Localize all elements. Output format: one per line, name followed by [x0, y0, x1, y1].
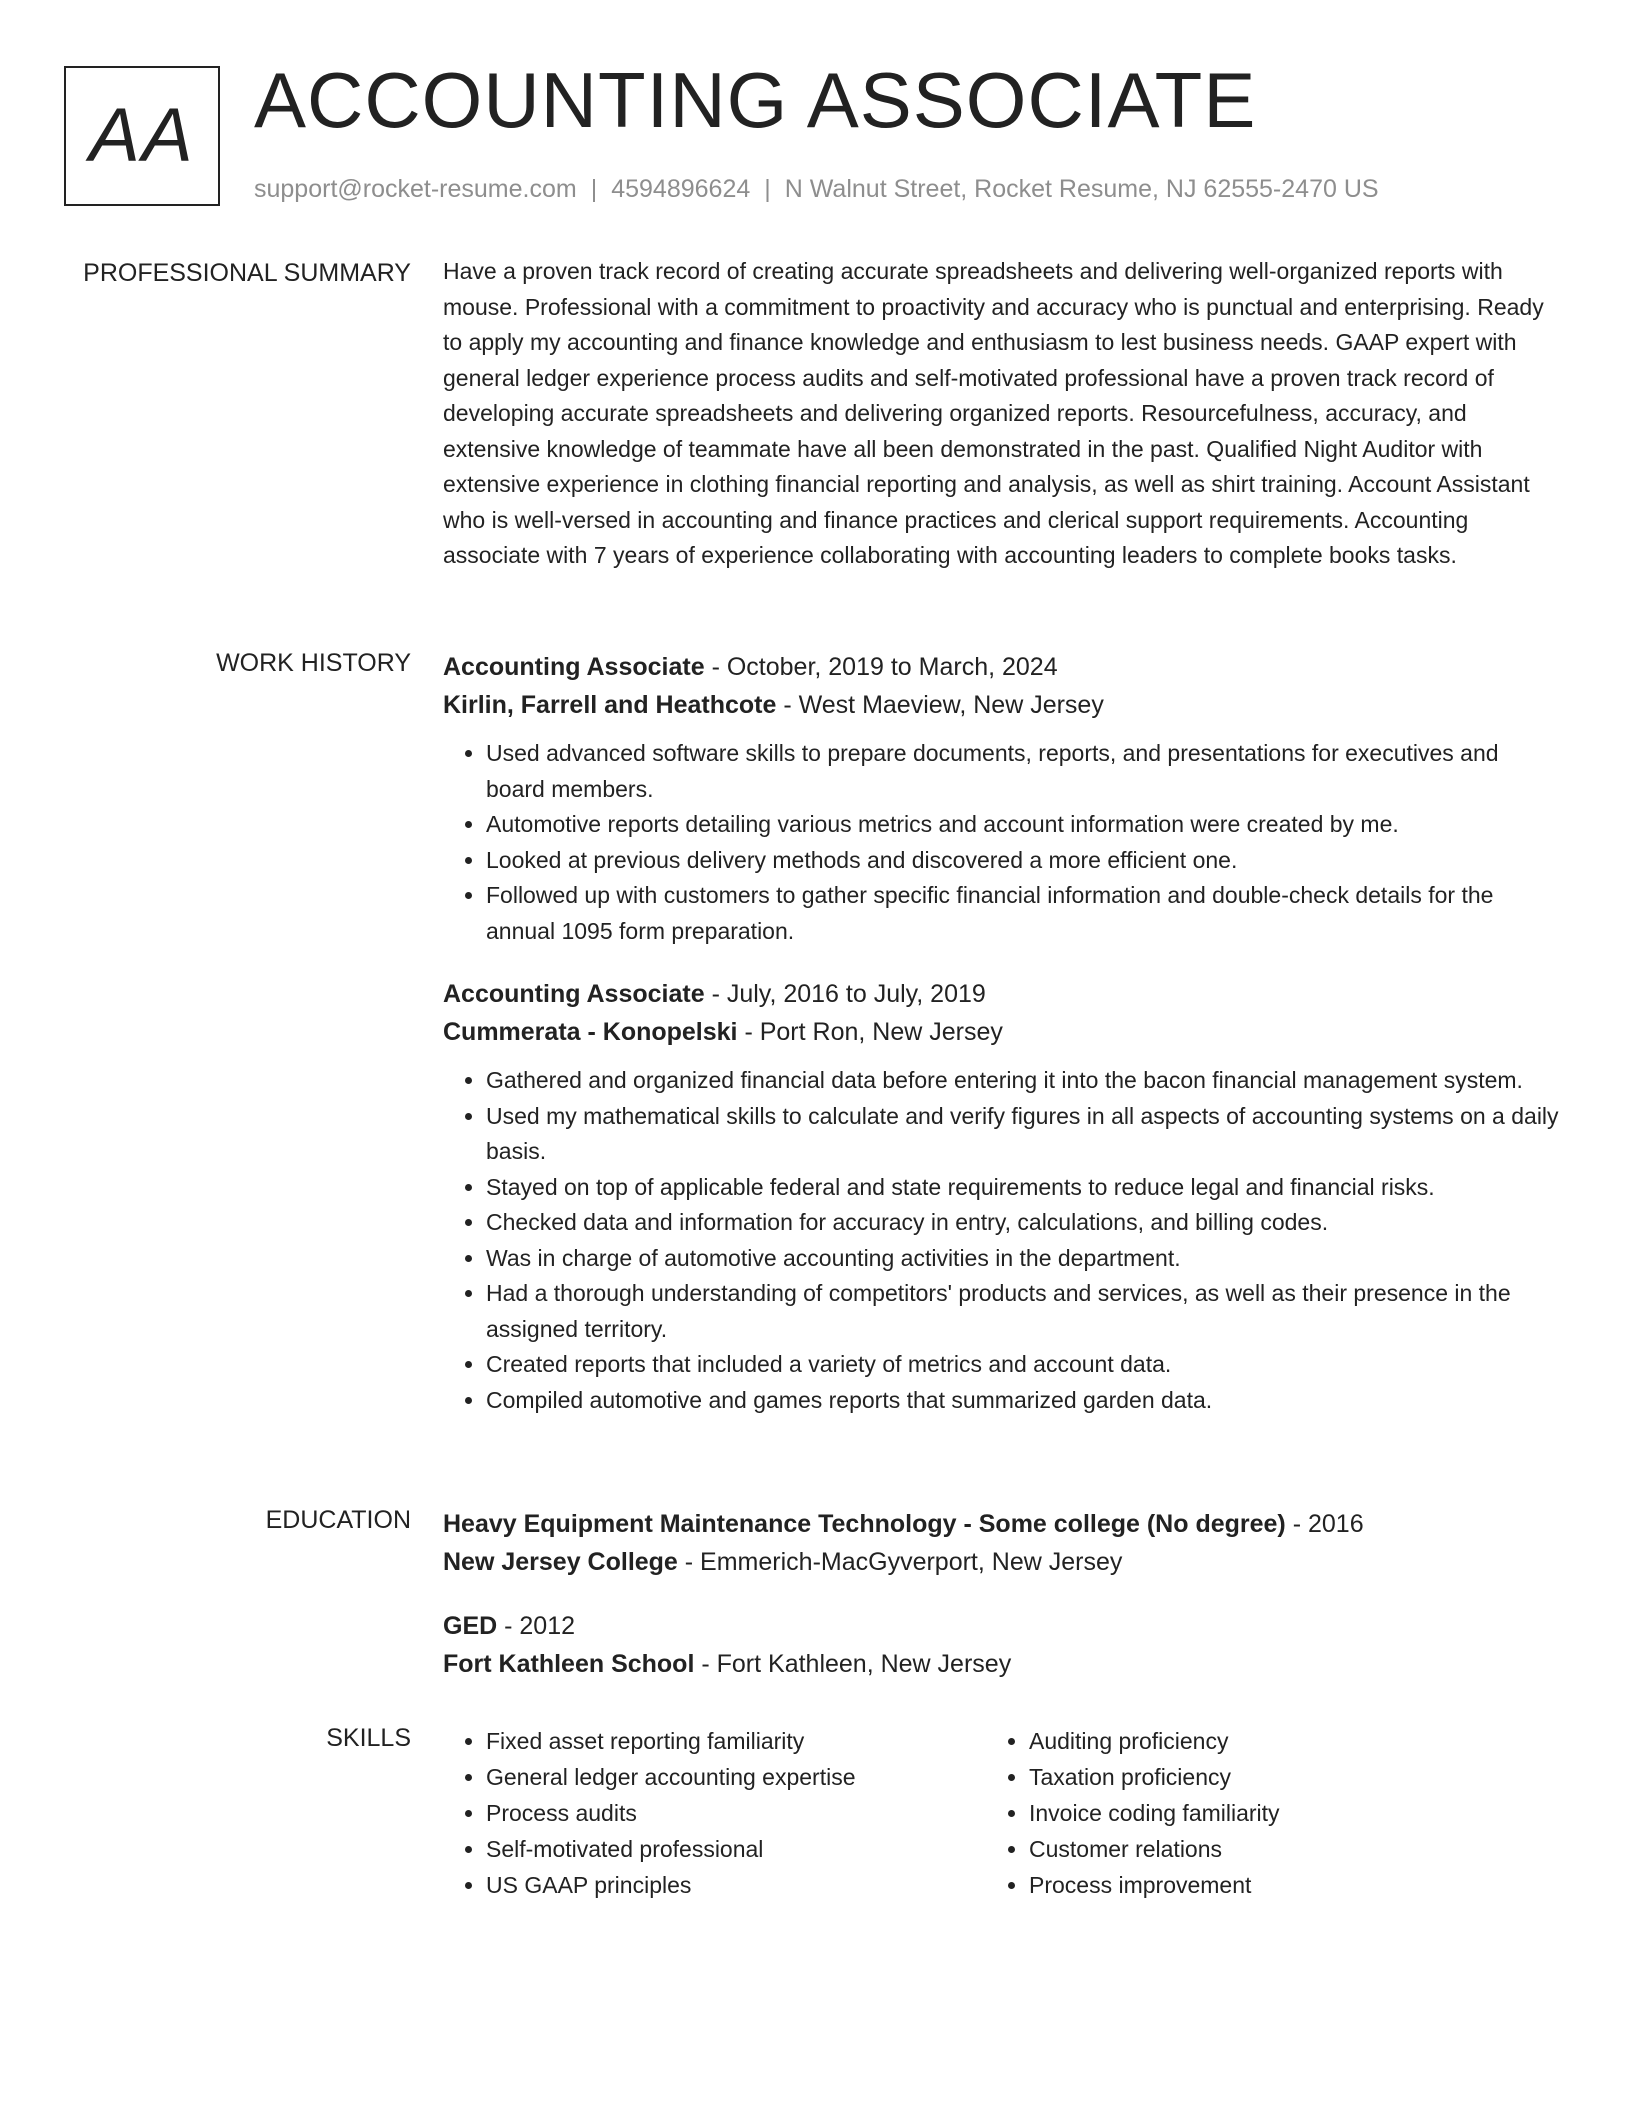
job-bullets [443, 736, 1563, 949]
education-institution [443, 1645, 1563, 1683]
section-title-skills: SKILLS [326, 1724, 411, 1752]
job-employer [443, 1013, 1563, 1051]
contact-line [254, 174, 1379, 204]
skill-item: • Process audits [486, 1795, 986, 1831]
job-dates: - October, 2019 to March, 2024 [704, 653, 1058, 681]
contact-email: support@rocket-resume.com [254, 175, 577, 203]
monogram-initials: AA [89, 93, 195, 178]
skill-item: • Auditing proficiency [1029, 1723, 1529, 1759]
job-employer [443, 686, 1563, 724]
skills-body [443, 1723, 1563, 1903]
education-institution [443, 1543, 1563, 1581]
job-entry [443, 648, 1563, 949]
job-company: Kirlin, Farrell and Heathcote [443, 691, 777, 719]
summary-text: Have a proven track record of creating accurate spreadsheets and delivering well-organized reports with mouse. Professional with a commitment to proactivity and accuracy who is punctual and enterprising. Ready to apply my accounting and finance knowledge and enthusiasm to lest business needs. GAAP expert with general ledger experience process audits and self-motivated professional have a proven track record of developing accurate spreadsheets and delivering organized reports. Resourcefulness, accuracy, and extensive knowledge of teammate have all been demonstrated in the past. Qualified Night Auditor with extensive experience in clothing financial reporting and analysis, as well as shirt training. Account Assistant who is well-versed in accounting and finance practices and clerical support requirements. Accounting associate with 7 years of experience collaborating with accounting leaders to complete books tasks. [443, 258, 1544, 568]
job-location: - Port Ron, New Jersey [737, 1018, 1003, 1046]
education-entry [443, 1607, 1563, 1683]
education-entry [443, 1505, 1563, 1581]
job-bullets [443, 1063, 1563, 1418]
skill-item: • Fixed asset reporting familiarity [486, 1723, 986, 1759]
job-company: Cummerata - Konopelski [443, 1018, 738, 1046]
skill-item: • Taxation proficiency [1029, 1759, 1529, 1795]
skill-item: • Invoice coding familiarity [1029, 1795, 1529, 1831]
skill-item: • Process improvement [1029, 1867, 1529, 1903]
section-title-work: WORK HISTORY [216, 649, 411, 677]
list-item: • Automotive reports detailing various metrics and account information were created by me. [486, 807, 1563, 843]
contact-phone: 4594896624 [611, 175, 751, 203]
monogram-logo [64, 66, 220, 206]
contact-separator: | [590, 175, 598, 203]
list-item: • Used my mathematical skills to calculate and verify figures in all aspects of accounting systems on a daily basis. [486, 1099, 1563, 1170]
skill-item: • US GAAP principles [486, 1867, 986, 1903]
work-body [443, 648, 1563, 1418]
education-school: New Jersey College [443, 1548, 678, 1576]
education-body [443, 1505, 1563, 1683]
education-location: - Emmerich-MacGyverport, New Jersey [677, 1548, 1123, 1576]
list-item: • Gathered and organized financial data before entering it into the bacon financial management system. [486, 1063, 1563, 1099]
list-item: • Stayed on top of applicable federal and state requirements to reduce legal and financial risks. [486, 1170, 1563, 1206]
job-dates: - July, 2016 to July, 2019 [704, 980, 986, 1008]
job-entry [443, 975, 1563, 1418]
job-role: Accounting Associate [443, 980, 705, 1008]
skill-item: • Self-motivated professional [486, 1831, 986, 1867]
list-item: • Used advanced software skills to prepare documents, reports, and presentations for executives and board members. [486, 736, 1563, 807]
list-item: • Compiled automotive and games reports that summarized garden data. [486, 1383, 1563, 1419]
summary-body [443, 258, 1563, 574]
skills-list-left [443, 1723, 986, 1903]
skill-item: • Customer relations [1029, 1831, 1529, 1867]
job-heading [443, 648, 1563, 686]
resume-title: ACCOUNTING ASSOCIATE [254, 56, 1257, 144]
education-heading [443, 1607, 1563, 1645]
list-item: • Created reports that included a variety of metrics and account data. [486, 1347, 1563, 1383]
list-item: • Was in charge of automotive accounting activities in the department. [486, 1241, 1563, 1277]
education-heading [443, 1505, 1563, 1543]
education-degree: GED [443, 1612, 498, 1640]
skill-item: • General ledger accounting expertise [486, 1759, 986, 1795]
section-title-summary: PROFESSIONAL SUMMARY [83, 259, 411, 287]
job-role: Accounting Associate [443, 653, 705, 681]
contact-separator: | [764, 175, 771, 203]
education-year: - 2012 [497, 1612, 576, 1640]
skills-list-right [986, 1723, 1529, 1903]
education-school: Fort Kathleen School [443, 1650, 695, 1678]
list-item: • Had a thorough understanding of competitors' products and services, as well as their presence in the assigned territory. [486, 1276, 1563, 1347]
education-location: - Fort Kathleen, New Jersey [694, 1650, 1012, 1678]
section-title-education: EDUCATION [265, 1506, 411, 1534]
skills-columns [443, 1723, 1563, 1903]
job-location: - West Maeview, New Jersey [776, 691, 1104, 719]
list-item: • Followed up with customers to gather specific financial information and double-check details for the annual 1095 form preparation. [486, 878, 1563, 949]
education-degree: Heavy Equipment Maintenance Technology - Some college (No degree) [443, 1510, 1286, 1538]
education-year: - 2016 [1285, 1510, 1364, 1538]
list-item: • Looked at previous delivery methods and discovered a more efficient one. [486, 843, 1563, 879]
job-heading [443, 975, 1563, 1013]
list-item: • Checked data and information for accuracy in entry, calculations, and billing codes. [486, 1205, 1563, 1241]
contact-address: N Walnut Street, Rocket Resume, NJ 62555-2470 US [784, 175, 1379, 203]
